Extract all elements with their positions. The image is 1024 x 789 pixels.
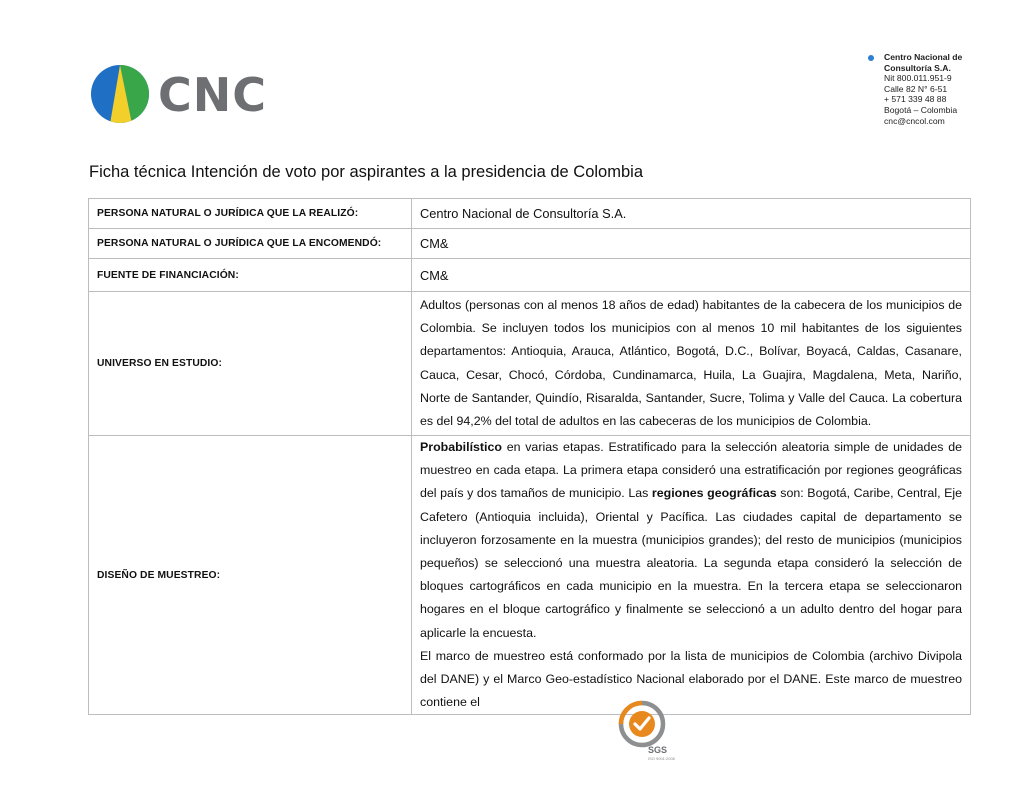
paragraph-text: en varias etapas. Estratificado para la selección aleatoria simple de unidades de muestreo en cada etapa. La primera etapa consideró una estratificación por regiones geográficas del país y dos tamaños de municipio. Las — [420, 440, 962, 501]
row-label: PERSONA NATURAL O JURÍDICA QUE LA ENCOMENDÓ: — [89, 229, 412, 259]
bullet-dot-icon — [868, 55, 874, 61]
row-value: CM& — [412, 229, 971, 259]
table-row — [89, 436, 971, 715]
row-label: DISEÑO DE MUESTREO: — [89, 436, 412, 715]
document-title: Ficha técnica Intención de voto por aspirantes a la presidencia de Colombia — [89, 163, 643, 181]
company-city: Bogotá – Colombia — [884, 104, 958, 115]
row-value — [412, 436, 971, 715]
cnc-logo — [90, 64, 280, 126]
company-address: Calle 82 N° 6-51 — [884, 83, 948, 94]
row-value: Adultos (personas con al menos 18 años de edad) habitantes de la cabecera de los municipios de Colombia. Se incluyen todos los municipios con al menos 10 mil habitantes de los siguientes departamentos: Antioquia, Arauca, Atlántico, Bogotá, D.C., Bolívar, Boyacá, Caldas, Casanare, Cauca, Cesar, Chocó, Córdoba, Cundinamarca, Huila, La Guajira, Magdalena, Meta, Nariño, Norte de Santander, Quindío, Risaralda, Santander, Sucre, Tolima y Valle del Cauca. La cobertura es del 94,2% del total de adultos en las cabeceras de los municipios de Colombia. — [412, 292, 971, 436]
cnc-logo-text: CNC — [158, 68, 268, 122]
company-phone: + 571 339 48 88 — [884, 94, 947, 105]
bold-term: Probabilístico — [420, 440, 502, 454]
row-value: CM& — [412, 259, 971, 292]
sampling-paragraph-1 — [420, 436, 962, 645]
row-label: FUENTE DE FINANCIACIÓN: — [89, 259, 412, 292]
company-name-line1: Centro Nacional de — [884, 52, 963, 62]
cnc-logo-mark — [90, 64, 150, 124]
table-row — [89, 199, 971, 229]
row-value: Centro Nacional de Consultoría S.A. — [412, 199, 971, 229]
paragraph-text: son: Bogotá, Caribe, Central, Eje Cafetero (Antioquia incluida), Oriental y Pacífica. Las ciudades capital de departamento se incluyeron forzosamente en la muestra (municipios grandes); del resto de municipios (municipios pequeños) se seleccionó una muestra aleatoria. La segunda etapa consideró la selección de bloques cartográficos en cada municipio en la muestra. En la tercera etapa se seleccionaron hogares en el bloque cartográfico y finalmente se seleccionó a un adulto dentro del hogar para aplicarle la encuesta. — [420, 486, 963, 640]
sgs-seal-subtext: ISO 9001:2008 — [648, 756, 675, 761]
company-name-line2: Consultoría S.A. — [884, 62, 951, 73]
table-row — [89, 292, 971, 436]
sgs-certification-seal — [612, 698, 675, 762]
table-row — [89, 229, 971, 259]
bold-term: regiones geográficas — [651, 486, 777, 501]
sampling-paragraph-2: El marco de muestreo está conformado por la lista de municipios de Colombia (archivo Divipola del DANE) y el Marco Geo-estadístico Nacional elaborado por el DANE. Este marco de muestreo contiene el — [420, 648, 962, 710]
row-label: PERSONA NATURAL O JURÍDICA QUE LA REALIZÓ: — [89, 199, 412, 229]
sgs-seal-text: SGS — [648, 745, 668, 755]
technical-sheet-table — [88, 198, 971, 715]
table-row — [89, 259, 971, 292]
company-email: cnc@cncol.com — [884, 115, 945, 126]
row-label: UNIVERSO EN ESTUDIO: — [89, 292, 412, 436]
company-nit: Nit 800.011.951-9 — [884, 73, 952, 84]
company-info — [868, 52, 1018, 126]
